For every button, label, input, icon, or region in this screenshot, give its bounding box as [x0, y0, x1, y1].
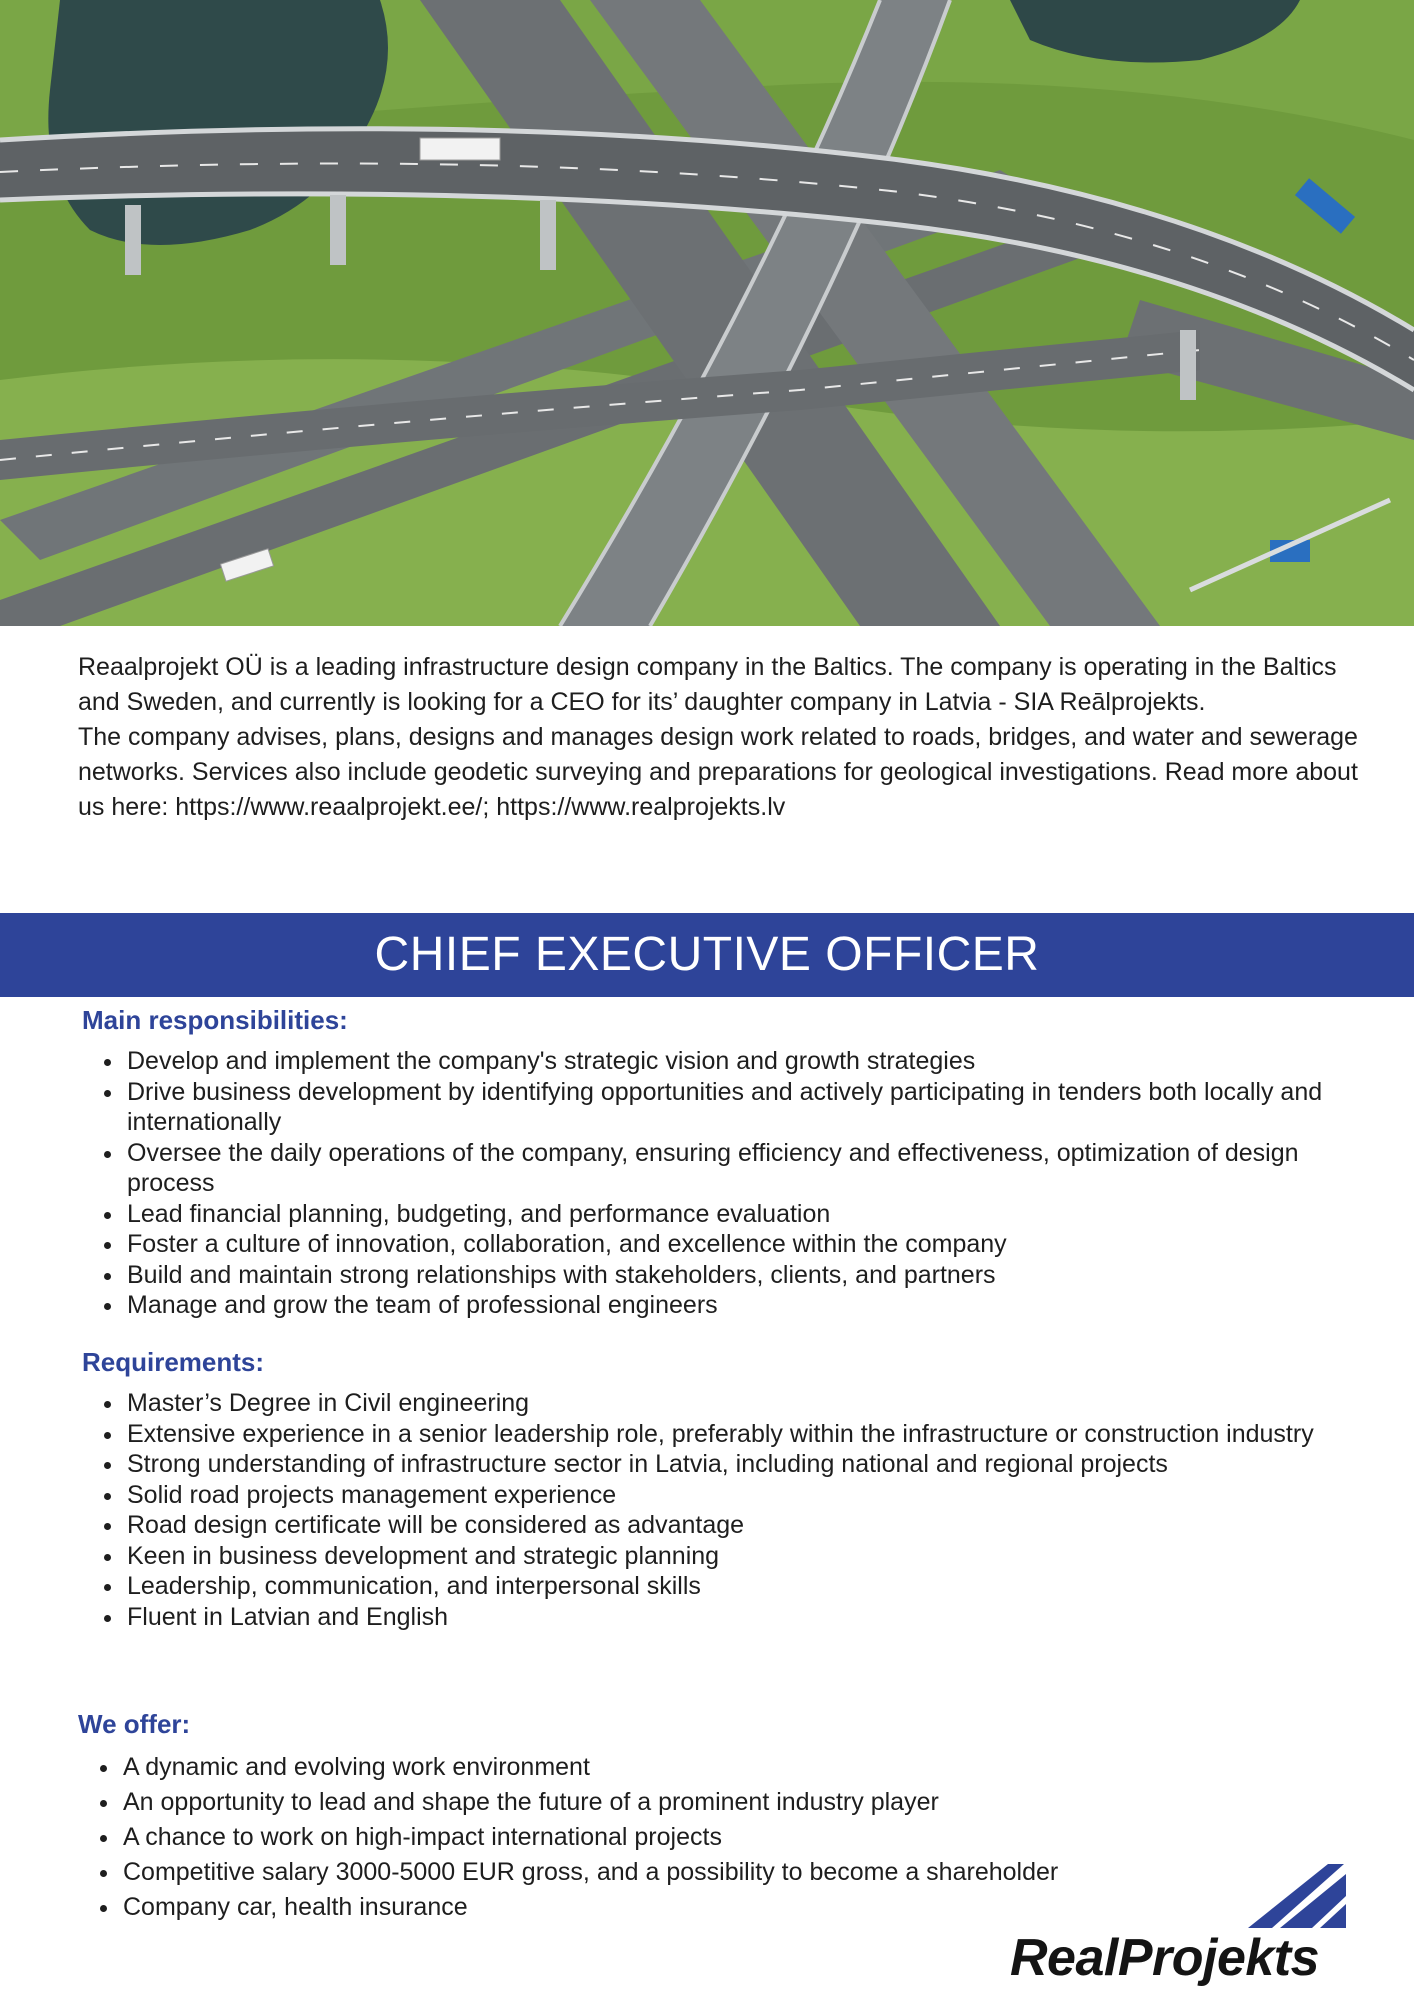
- list-item: • Fluent in Latvian and English: [125, 1602, 1368, 1633]
- list-item: • Leadership, communication, and interpersonal skills: [125, 1571, 1368, 1602]
- responsibilities-list: [78, 1046, 1368, 1321]
- list-item: • Master’s Degree in Civil engineering: [125, 1388, 1368, 1419]
- intro-paragraph: Reaalprojekt OÜ is a leading infrastructure design company in the Baltics. The company is operating in the Baltics and Sweden, and currently is looking for a CEO for its’ daughter company in Latvia - SIA Reālprojekts.: [78, 653, 1337, 716]
- list-item: • Build and maintain strong relationships with stakeholders, clients, and partners: [125, 1260, 1368, 1291]
- list-item: • Company car, health insurance: [121, 1890, 1364, 1925]
- list-item: • Lead financial planning, budgeting, and performance evaluation: [125, 1199, 1368, 1230]
- section-heading: Main responsibilities:: [82, 1005, 348, 1035]
- section-heading: We offer:: [78, 1709, 191, 1739]
- list-item: • A chance to work on high-impact international projects: [121, 1820, 1364, 1855]
- company-logo: [1010, 1860, 1380, 1990]
- highway-interchange-photo: [0, 0, 1414, 626]
- logo-wordmark: RealProjekts: [1010, 1929, 1320, 1987]
- list-item: • Oversee the daily operations of the company, ensuring efficiency and effectiveness, optimization of design process: [125, 1138, 1368, 1199]
- requirements-list: [78, 1388, 1368, 1632]
- requirements-section: [78, 1346, 1368, 1632]
- section-heading: Requirements:: [82, 1347, 265, 1377]
- list-item: • Strong understanding of infrastructure sector in Latvia, including national and regional projects: [125, 1449, 1368, 1480]
- list-item: • Foster a culture of innovation, collaboration, and excellence within the company: [125, 1229, 1368, 1260]
- list-item: • A dynamic and evolving work environment: [121, 1750, 1364, 1785]
- list-item: • Manage and grow the team of professional engineers: [125, 1290, 1368, 1321]
- responsibilities-section: [78, 1004, 1368, 1321]
- list-item: • Extensive experience in a senior leadership role, preferably within the infrastructure or construction industry: [125, 1419, 1368, 1450]
- company-intro: [78, 650, 1368, 825]
- list-item: • Competitive salary 3000-5000 EUR gross, and a possibility to become a shareholder: [121, 1855, 1364, 1890]
- list-item: • Drive business development by identifying opportunities and actively participating in tenders both locally and internationally: [125, 1077, 1368, 1138]
- list-item: • Road design certificate will be considered as advantage: [125, 1510, 1368, 1541]
- job-title-banner: CHIEF EXECUTIVE OFFICER: [0, 913, 1414, 997]
- road-stripes-logo-icon: [1010, 1860, 1380, 1932]
- list-item: • Keen in business development and strategic planning: [125, 1541, 1368, 1572]
- list-item: • An opportunity to lead and shape the future of a prominent industry player: [121, 1785, 1364, 1820]
- intro-paragraph: The company advises, plans, designs and manages design work related to roads, bridges, and water and sewerage networks. Services also include geodetic surveying and preparations for geological investigations. Read more about us here: https://www.reaalprojekt.ee/; https://www.realprojekts.lv: [78, 723, 1358, 821]
- hero-image: [0, 0, 1414, 626]
- list-item: • Develop and implement the company's strategic vision and growth strategies: [125, 1046, 1368, 1077]
- list-item: • Solid road projects management experience: [125, 1480, 1368, 1511]
